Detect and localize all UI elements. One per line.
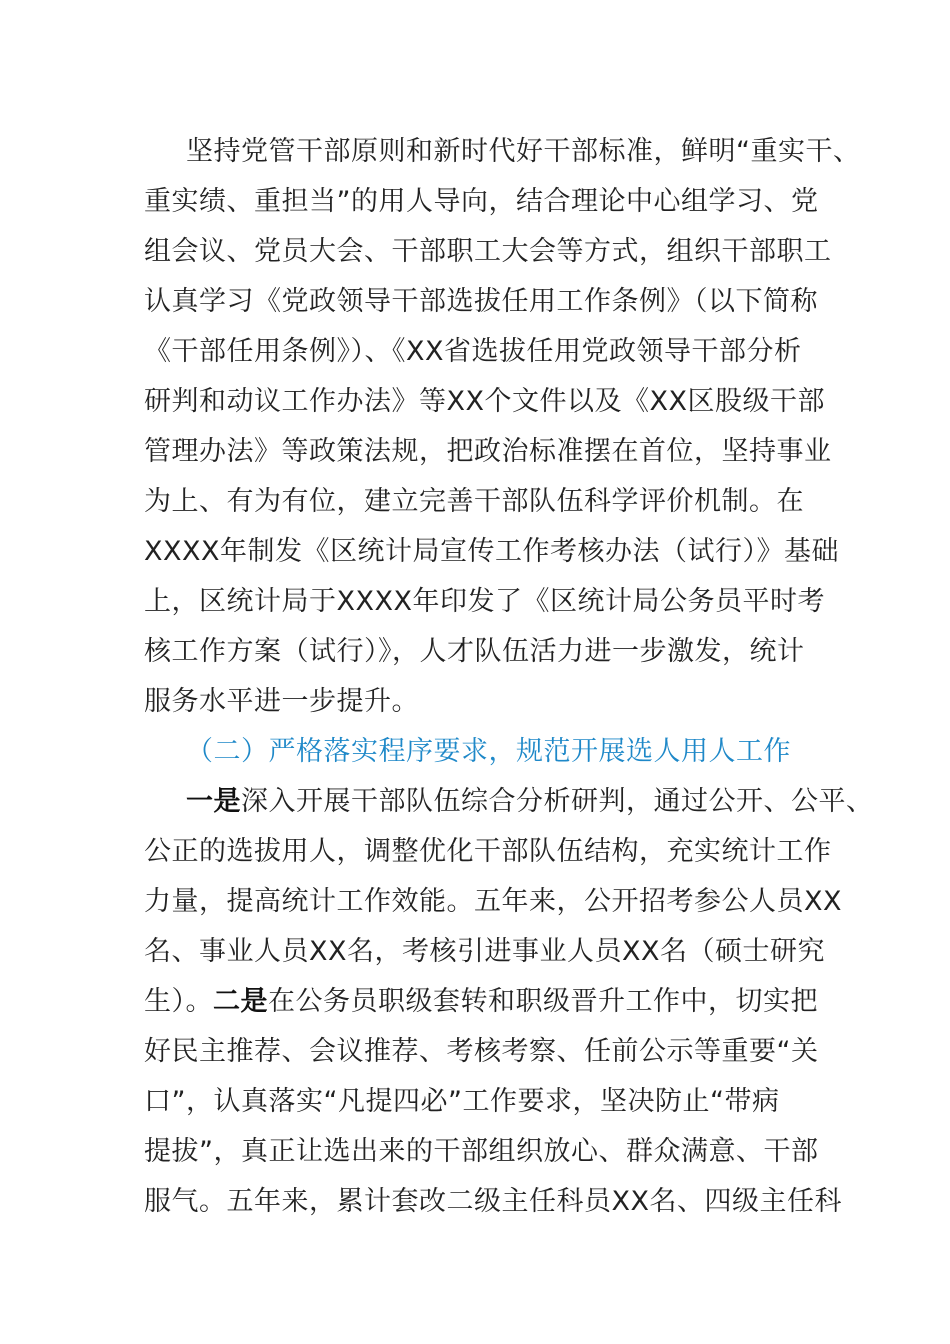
paragraph-line: 坚持党管干部原则和新时代好干部标准，鲜明“重实干、 <box>186 136 861 167</box>
paragraph-line: 服务水平进一步提升。 <box>144 686 419 717</box>
paragraph-line: XXXX年制发《区统计局宣传工作考核办法（试行）》基础 <box>144 536 839 567</box>
paragraph-line: 核工作方案（试行）》，人才队伍活力进一步激发，统计 <box>144 636 805 667</box>
paragraph-line: 力量，提高统计工作效能。五年来，公开招考参公人员XX <box>144 886 842 917</box>
paragraph-line: 名、事业人员XX名，考核引进事业人员XX名（硕士研究 <box>144 936 825 967</box>
paragraph-line: 公正的选拔用人，调整优化干部队伍结构，充实统计工作 <box>144 836 832 867</box>
paragraph-line: 为上、有为有位，建立完善干部队伍科学评价机制。在 <box>144 486 804 517</box>
paragraph-line: 管理办法》等政策法规，把政治标准摆在首位，坚持事业 <box>144 436 832 467</box>
point-marker-first: 一是 <box>186 786 241 817</box>
paragraph-line <box>144 984 818 1020</box>
paragraph-line <box>186 784 874 820</box>
paragraph-line: 重实绩、重担当”的用人导向，结合理论中心组学习、党 <box>144 186 819 217</box>
paragraph-line: 服气。五年来，累计套改二级主任科员XX名、四级主任科 <box>144 1186 842 1217</box>
paragraph-line: 好民主推荐、会议推荐、考核考察、任前公示等重要“关 <box>144 1036 819 1067</box>
paragraph-text: 深入开展干部队伍综合分析研判，通过公开、公平、 <box>241 786 874 817</box>
paragraph-line: 口”，认真落实“凡提四必”工作要求，坚决防止“带病 <box>144 1086 780 1117</box>
section-heading: （二）严格落实程序要求，规范开展选人用人工作 <box>186 736 791 767</box>
paragraph-line: 《干部任用条例》）、《XX省选拔任用党政领导干部分析 <box>144 336 802 367</box>
paragraph-text: 在公务员职级套转和职级晋升工作中，切实把 <box>268 986 818 1017</box>
point-marker-second: 二是 <box>213 986 268 1017</box>
paragraph-line: 上，区统计局于XXXX年印发了《区统计局公务员平时考 <box>144 586 825 617</box>
paragraph-line: 提拔”，真正让选出来的干部组织放心、群众满意、干部 <box>144 1136 819 1167</box>
paragraph-line: 研判和动议工作办法》等XX个文件以及《XX区股级干部 <box>144 386 825 417</box>
paragraph-line: 认真学习《党政领导干部选拔任用工作条例》（以下简称 <box>144 286 818 317</box>
paragraph-line: 组会议、党员大会、干部职工大会等方式，组织干部职工 <box>144 236 832 267</box>
paragraph-text: 生）。 <box>144 986 213 1017</box>
